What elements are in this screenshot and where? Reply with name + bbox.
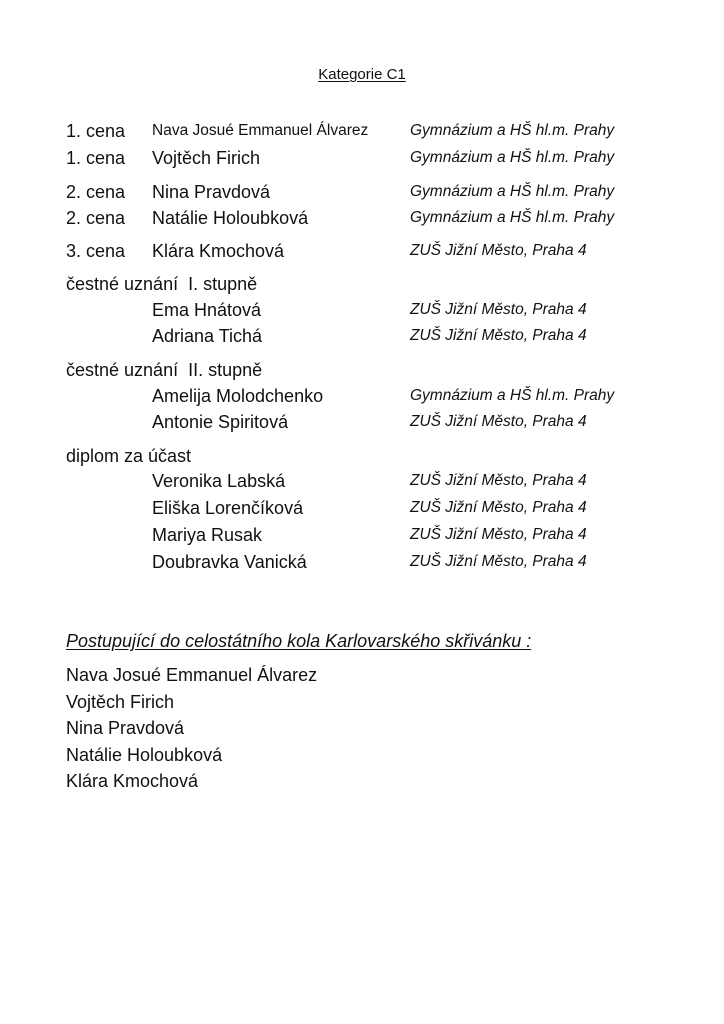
entry-school: ZUŠ Jižní Město, Praha 4 — [410, 327, 587, 344]
advancing-title: Postupující do celostátního kola Karlovarského skřivánku : — [66, 631, 532, 651]
award-name: Vojtěch Firich — [152, 148, 261, 168]
award-name: Nina Pravdová — [152, 182, 271, 202]
entry-school: ZUŠ Jižní Město, Praha 4 — [410, 499, 587, 516]
entry-name: Eliška Lorenčíková — [152, 498, 304, 518]
entry-name: Ema Hnátová — [152, 300, 262, 320]
advancing-name: Natálie Holoubková — [66, 744, 223, 765]
award-rank: 1. cena — [66, 148, 126, 168]
advancing-list — [66, 662, 317, 795]
award-school: Gymnázium a HŠ hl.m. Prahy — [410, 209, 615, 226]
award-name: Nava Josué Emmanuel Álvarez — [152, 122, 369, 139]
entry-name: Amelija Molodchenko — [152, 386, 324, 406]
entry-school: ZUŠ Jižní Město, Praha 4 — [410, 301, 587, 318]
group-heading: čestné uznání II. stupně — [66, 360, 263, 380]
entry-name: Veronika Labská — [152, 471, 286, 491]
entry-name: Doubravka Vanická — [152, 552, 307, 572]
entry-school: ZUŠ Jižní Město, Praha 4 — [410, 472, 587, 489]
award-school: ZUŠ Jižní Město, Praha 4 — [410, 242, 587, 259]
award-rank: 2. cena — [66, 182, 126, 202]
page-title: Kategorie C1 — [318, 66, 406, 83]
entry-name: Mariya Rusak — [152, 525, 263, 545]
award-school: Gymnázium a HŠ hl.m. Prahy — [410, 122, 615, 139]
entry-school: ZUŠ Jižní Město, Praha 4 — [410, 553, 587, 570]
award-name: Natálie Holoubková — [152, 208, 309, 228]
entry-school: Gymnázium a HŠ hl.m. Prahy — [410, 387, 615, 404]
group-heading: diplom za účast — [66, 446, 192, 466]
award-rank: 3. cena — [66, 241, 126, 261]
group-heading: čestné uznání I. stupně — [66, 274, 258, 294]
advancing-name: Vojtěch Firich — [66, 691, 175, 712]
advancing-name: Klára Kmochová — [66, 771, 199, 791]
award-rank: 1. cena — [66, 121, 126, 141]
advancing-name: Nina Pravdová — [66, 718, 185, 738]
award-name: Klára Kmochová — [152, 241, 285, 261]
award-school: Gymnázium a HŠ hl.m. Prahy — [410, 183, 615, 200]
award-rank: 2. cena — [66, 208, 126, 228]
entry-name: Antonie Spiritová — [152, 412, 289, 432]
entry-name: Adriana Tichá — [152, 326, 263, 346]
award-school: Gymnázium a HŠ hl.m. Prahy — [410, 149, 615, 166]
advancing-name: Nava Josué Emmanuel Álvarez — [66, 665, 318, 685]
entry-school: ZUŠ Jižní Město, Praha 4 — [410, 526, 587, 543]
entry-school: ZUŠ Jižní Město, Praha 4 — [410, 413, 587, 430]
